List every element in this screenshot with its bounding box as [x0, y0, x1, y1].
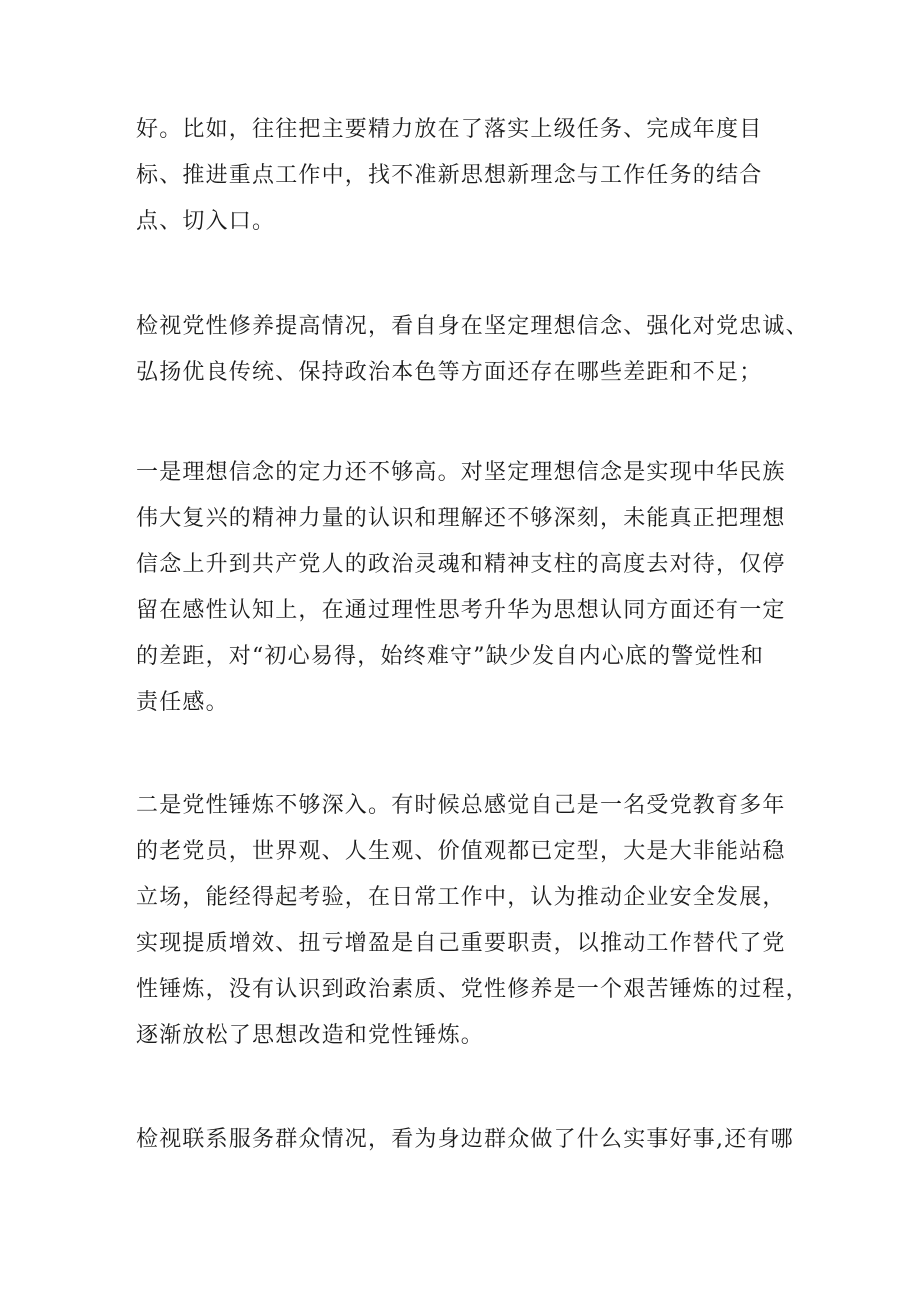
paragraph-2: [136, 304, 816, 396]
paragraph-1: [136, 107, 816, 245]
text-line: 的差距，对“初心易得，始终难守”缺少发自内心底的警觉性和: [136, 644, 765, 669]
text-line: 实现提质增效、扭亏增盈是自己重要职责，以推动工作替代了党: [136, 931, 786, 956]
text-line: 标、推进重点工作中，找不准新思想新理念与工作任务的结合: [136, 163, 763, 188]
text-line: 责任感。: [136, 690, 229, 715]
text-line: 检视党性修养提高情况，看自身在坚定理想信念、强化对党忠诚、: [136, 314, 809, 339]
paragraph-3: [136, 450, 816, 726]
paragraph-4: [136, 783, 816, 1059]
text-line: 留在感性认知上，在通过理性思考升华为思想认同方面还有一定: [136, 598, 786, 623]
text-line: 信念上升到共产党人的政治灵魂和精神支柱的高度去对待，仅停: [136, 552, 786, 577]
text-line: 一是理想信念的定力还不够高。对坚定理想信念是实现中华民族: [136, 460, 786, 485]
text-line: 立场，能经得起考验，在日常工作中，认为推动企业安全发展，: [136, 885, 786, 910]
text-line: 性锤炼，没有认识到政治素质、党性修养是一个艰苦锤炼的过程，: [136, 977, 809, 1002]
text-line: 伟大复兴的精神力量的认识和理解还不够深刻，未能真正把理想: [136, 506, 786, 531]
paragraph-5: [136, 1117, 816, 1163]
text-line: 点、切入口。: [136, 209, 276, 234]
text-line: 检视联系服务群众情况，看为身边群众做了什么实事好事,还有哪: [136, 1127, 794, 1152]
text-line: 弘扬优良传统、保持政治本色等方面还存在哪些差距和不足；: [136, 360, 763, 385]
text-line: 好。比如，往往把主要精力放在了落实上级任务、完成年度目: [136, 117, 763, 142]
text-line: 的老党员，世界观、人生观、价值观都已定型，大是大非能站稳: [136, 839, 786, 864]
text-line: 逐渐放松了思想改造和党性锤炼。: [136, 1023, 485, 1048]
text-line: 二是党性锤炼不够深入。有时候总感觉自己是一名受党教育多年: [136, 793, 786, 818]
